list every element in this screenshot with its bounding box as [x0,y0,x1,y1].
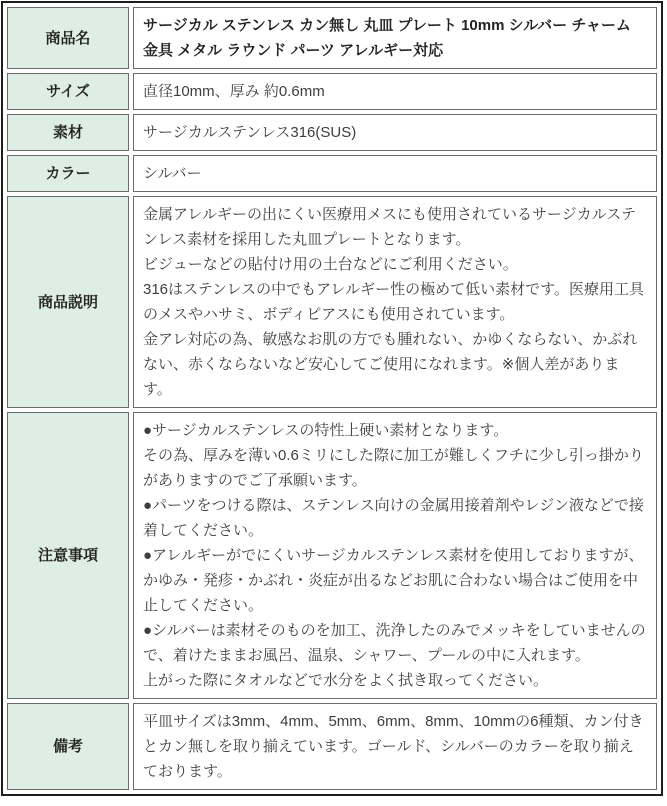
description-paragraph: 316はステンレスの中でもアレルギー性の極めて低い素材です。医療用工具のメスやハサミ、ボディピアスにも使用されています。 [143,281,644,323]
table-row-notes [7,703,657,790]
precaution-paragraph: ●サージカルステンレスの特性上硬い素材となります。 [143,422,509,439]
row-label-description: 商品説明 [7,196,129,408]
precaution-paragraph: ●パーツをつける際は、ステンレス向けの金属用接着剤やレジン液などで接着してください。 [143,497,644,539]
row-value-material [133,114,657,151]
row-value-color [133,155,657,192]
precaution-paragraph: 上がった際にタオルなどで水分をよく拭き取ってください。 [143,672,549,689]
table-row-material [7,114,657,151]
size-text: 直径10mm、厚み 約0.6mm [143,83,325,100]
precaution-paragraph: その為、厚みを薄い0.6ミリにした際に加工が難しくフチに少し引っ掛かりがありますのでご了承願います。 [143,447,644,489]
description-paragraph: ビジューなどの貼付け用の土台などにご利用ください。 [143,256,518,273]
precaution-paragraph: ●シルバーは素材そのものを加工、洗浄したのみでメッキをしていませんので、着けたままお風呂、温泉、シャワー、プールの中に入れます。 [143,622,646,664]
notes-text: 平皿サイズは3mm、4mm、5mm、6mm、8mm、10mmの6種類、カン付きとカン無しを取り揃えています。ゴールド、シルバーのカラーを取り揃えております。 [143,713,644,780]
product-spec-table [1,1,663,796]
row-label-notes: 備考 [7,703,129,790]
table-row-color [7,155,657,192]
table-row-precautions [7,412,657,699]
material-text: サージカルステンレス316(SUS) [143,124,357,141]
description-paragraph: 金アレ対応の為、敏感なお肌の方でも腫れない、かゆくならない、かぶれない、赤くならないなど安心してご使用になれます。※個人差があります。 [143,331,638,398]
row-value-precautions [133,412,657,699]
table-row-description [7,196,657,408]
precaution-paragraph: ●アレルギーがでにくいサージカルステンレス素材を使用しておりますが、かゆみ・発疹・かぶれ・炎症が出るなどお肌に合わない場合はご使用を中止してください。 [143,547,644,614]
color-text: シルバー [143,165,202,182]
product-name-text: サージカル ステンレス カン無し 丸皿 プレート 10mm シルバー チャーム 金具 メタル ラウンド パーツ アレルギー対応 [143,17,631,59]
row-value-notes [133,703,657,790]
row-value-product-name [133,7,657,69]
row-value-size [133,73,657,110]
row-label-size: サイズ [7,73,129,110]
row-label-product-name: 商品名 [7,7,129,69]
row-label-material: 素材 [7,114,129,151]
row-label-color: カラー [7,155,129,192]
table-row-product-name [7,7,657,69]
table-row-size [7,73,657,110]
row-label-precautions: 注意事項 [7,412,129,699]
row-value-description [133,196,657,408]
description-paragraph: 金属アレルギーの出にくい医療用メスにも使用されているサージカルステンレス素材を採用した丸皿プレートとなります。 [143,206,636,248]
